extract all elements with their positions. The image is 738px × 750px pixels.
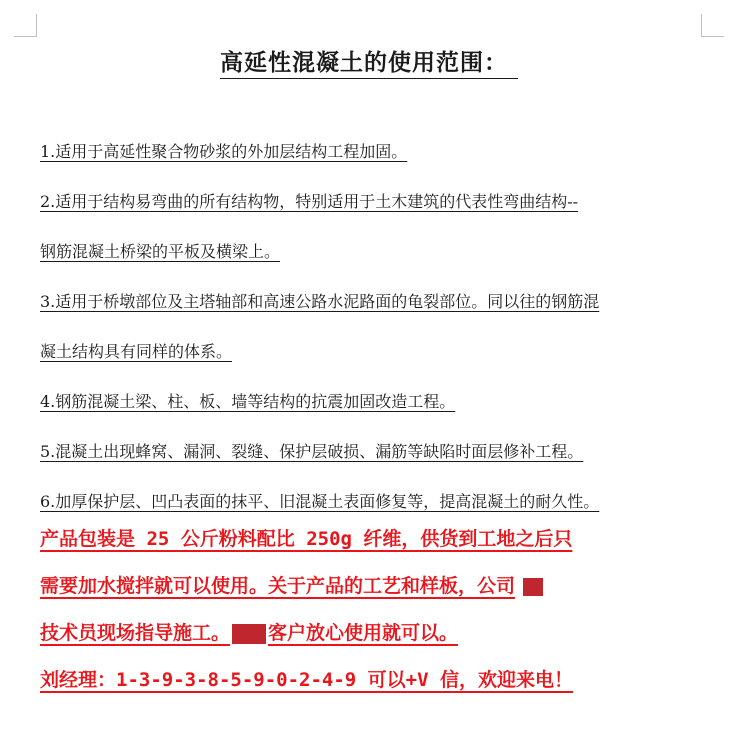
list-item xyxy=(40,138,702,188)
list-item xyxy=(40,388,702,438)
list-item-text: 凝土结构具有同样的体系。 xyxy=(40,342,233,361)
red-note-line xyxy=(40,665,702,712)
list-item xyxy=(40,188,702,238)
list-item-text: 5.混凝土出现蜂窝、漏洞、裂缝、保护层破损、漏筋等缺陷时面层修补工程。 xyxy=(40,442,584,461)
page-corner-mark-top-left xyxy=(14,14,37,37)
list-item-text: 钢筋混凝土桥梁的平板及横梁上。 xyxy=(40,242,281,261)
document-title-block xyxy=(0,44,738,77)
red-note-text: 产品包装是 25 公斤粉料配比 250g 纤维，供货到工地之后只 xyxy=(40,528,573,550)
contact-line: 刘经理：1-3-9-3-8-5-9-0-2-4-9 可以+V 信，欢迎来电！ xyxy=(40,669,573,691)
list-item xyxy=(40,488,702,524)
redaction-block xyxy=(232,624,266,644)
list-item xyxy=(40,238,702,288)
red-note-line xyxy=(40,618,702,665)
list-item-text: 6.加厚保护层、凹凸表面的抹平、旧混凝土表面修复等，提高混凝土的耐久性。 xyxy=(40,492,600,511)
list-item-text: 3.适用于桥墩部位及主塔轴部和高速公路水泥路面的龟裂部位。同以往的钢筋混 xyxy=(40,292,600,311)
document-title: 高延性混凝土的使用范围： xyxy=(220,50,518,79)
red-note-text: 需要加水搅拌就可以使用。关于产品的工艺和样板，公司 xyxy=(40,575,516,597)
list-item-text: 1.适用于高延性聚合物砂浆的外加层结构工程加固。 xyxy=(40,142,408,161)
list-item-text: 4.钢筋混凝土梁、柱、板、墙等结构的抗震加固改造工程。 xyxy=(40,392,456,411)
list-item-text: 2.适用于结构易弯曲的所有结构物，特别适用于土木建筑的代表性弯曲结构-- xyxy=(40,192,579,211)
red-note-line xyxy=(40,524,702,571)
redaction-block xyxy=(523,578,543,596)
document-body xyxy=(40,138,702,712)
red-note-text: 客户放心使用就可以。 xyxy=(268,622,459,644)
page-corner-mark-top-right xyxy=(701,14,724,37)
red-note-line xyxy=(40,571,702,618)
list-item xyxy=(40,438,702,488)
list-item xyxy=(40,338,702,388)
red-note-text: 技术员现场指导施工。 xyxy=(40,622,231,644)
list-item xyxy=(40,288,702,338)
